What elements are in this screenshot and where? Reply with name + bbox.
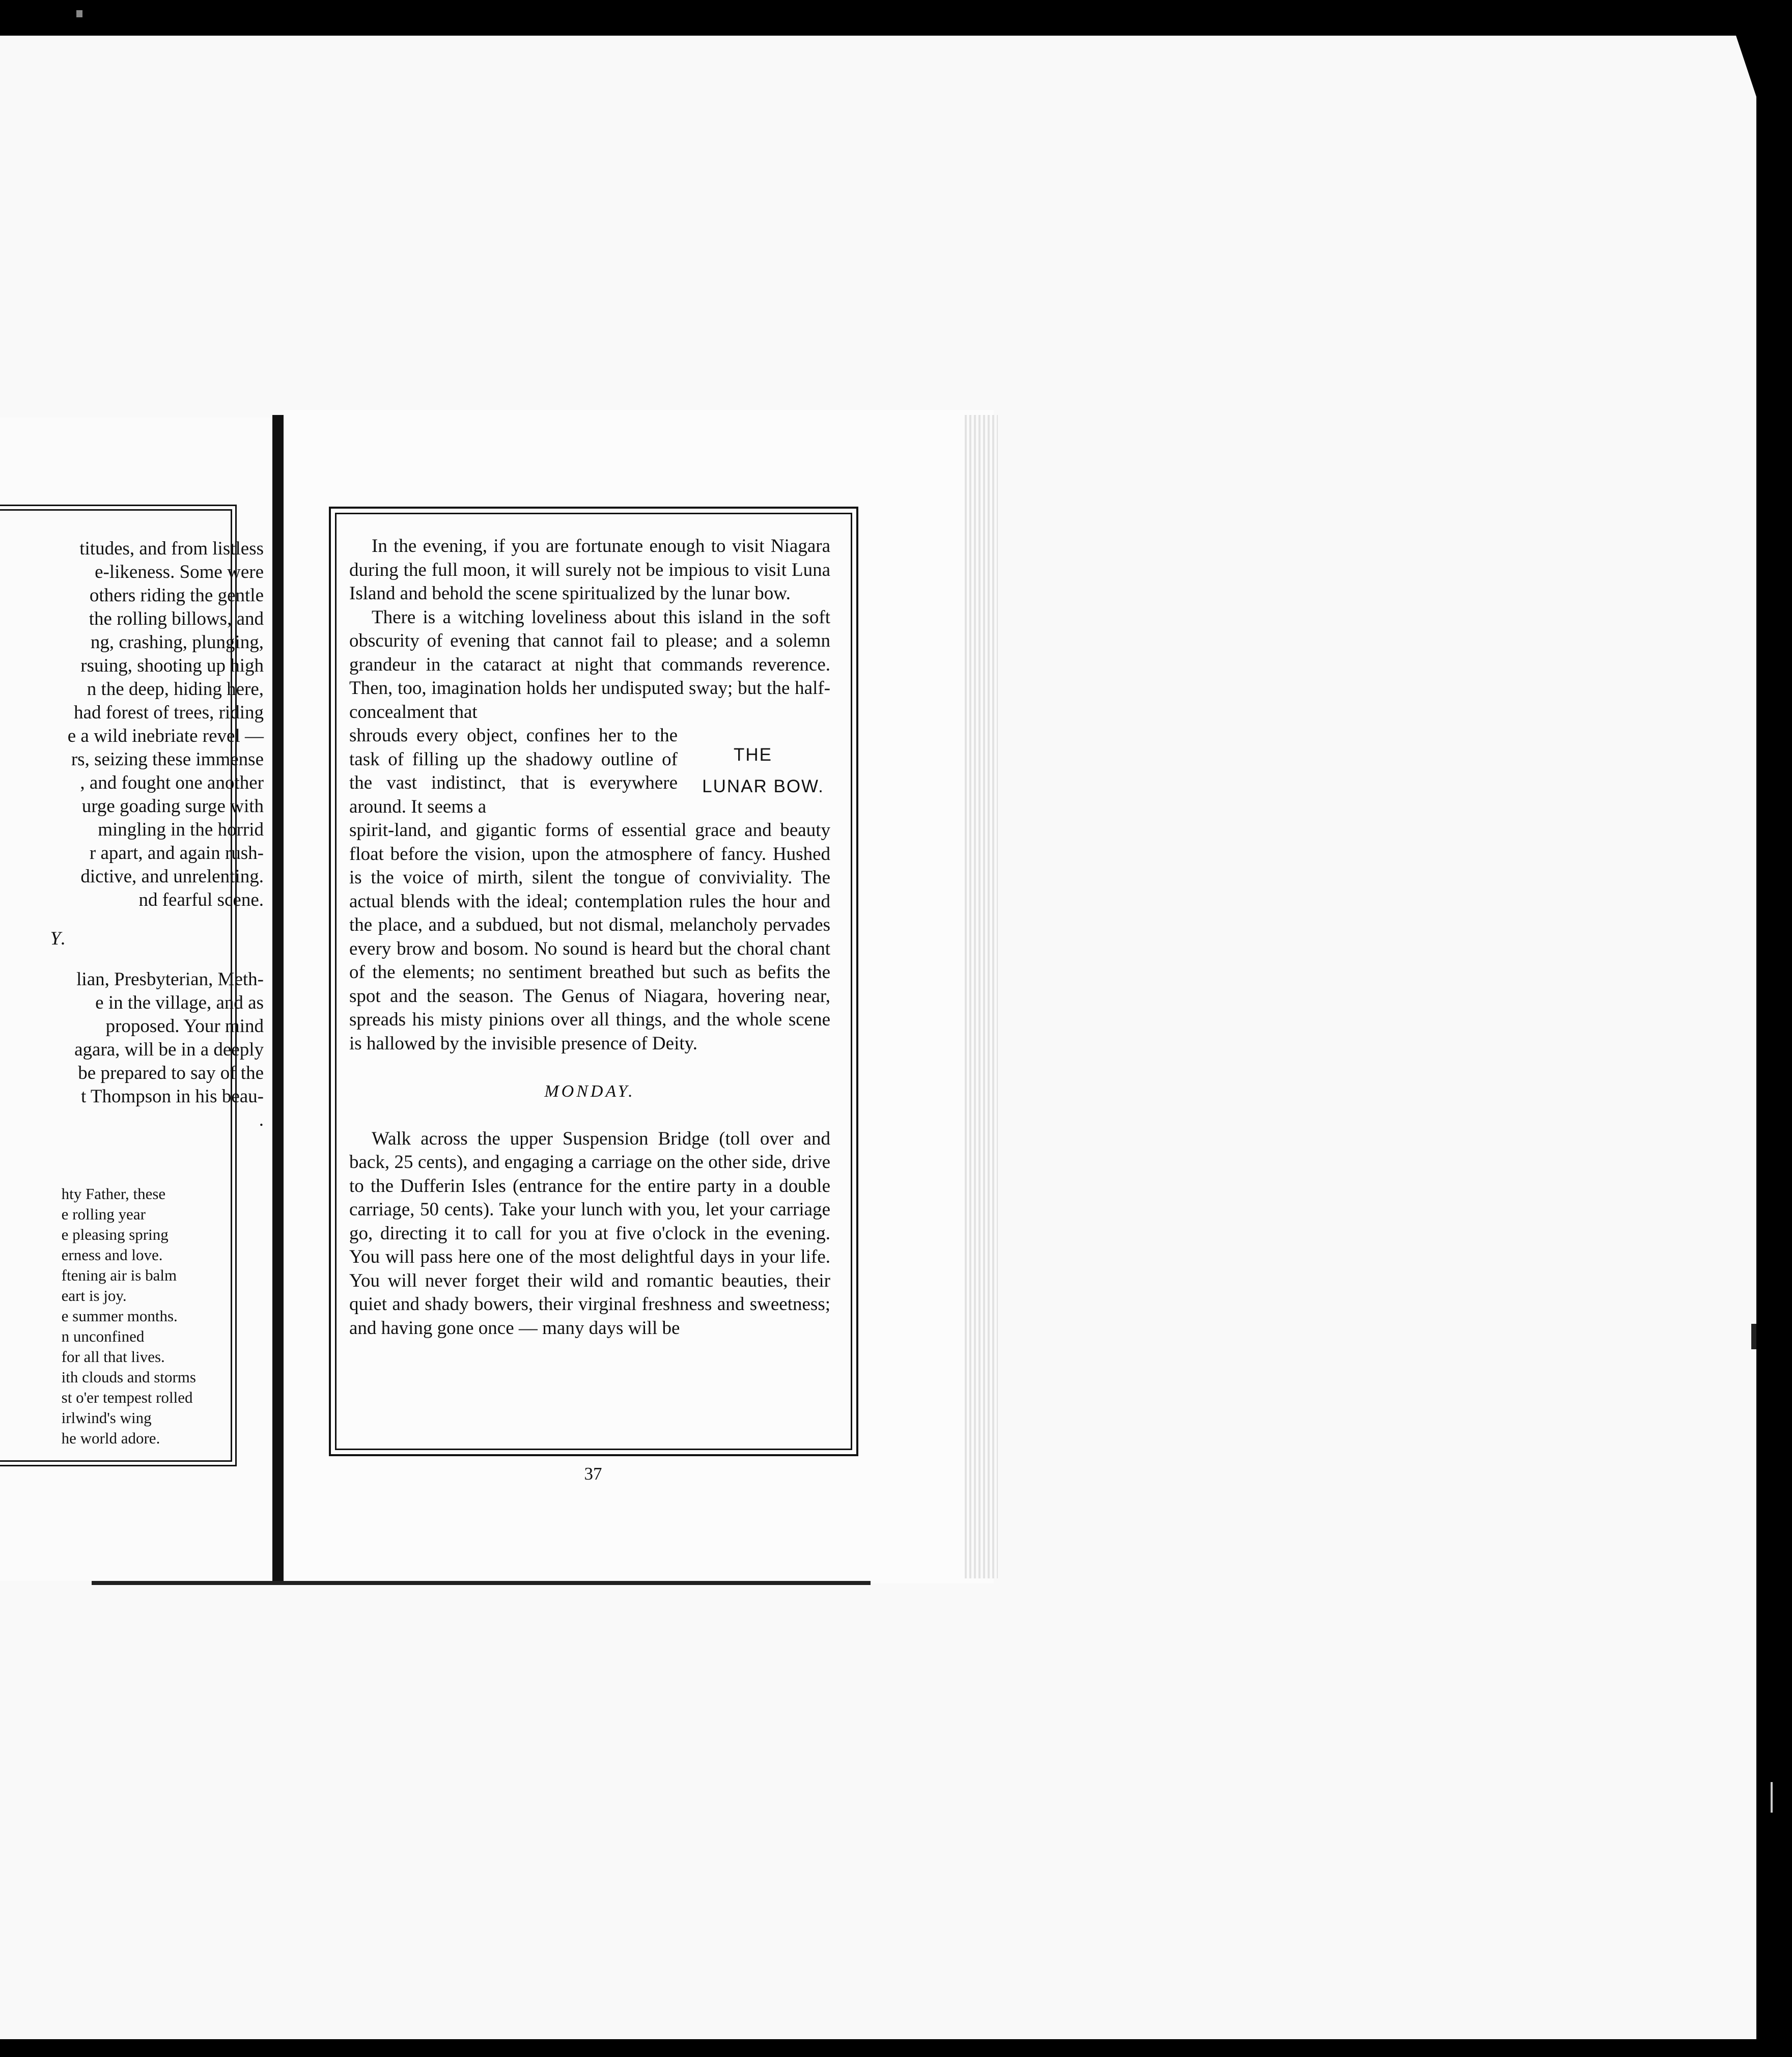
left-page-text [0,537,264,1132]
left-line: dictive, and unrelenting. [80,866,264,887]
left-line: urge goading surge with [81,796,264,817]
left-line: be prepared to say of the [78,1063,264,1083]
poem-line: e pleasing spring [61,1226,169,1243]
left-line: the rolling billows, and [89,608,264,629]
margin-note-line-2: LUNAR BOW. [702,776,824,796]
left-line: e in the village, and as [95,992,264,1013]
left-line: proposed. Your mind [105,1016,264,1037]
scan-speck [1771,1782,1773,1813]
paragraph-evening: In the evening, if you are fortunate enough to visit Niagara during the full moon, it will surely not be impious to visit Luna Island and behold the scene spiritualized by the lunar bow. [349,536,830,604]
page-edges [965,415,998,1578]
left-line: titudes, and from listless [79,538,264,559]
paragraph-monday: Walk across the upper Suspension Bridge (toll over and back, 25 cents), and engaging a carriage on the other side, drive to the Dufferin Isles (entrance for the entire party in a double carriage, 50 cents). Take your lunch with you, let your carriage go, directing it to call for you at five o'clock in the evening. You will pass here one of the most delightful days in your life. You will never forget their wild and romantic beauties, their quiet and shady bowers, their virginal freshness and sweetness; and having gone once — many days will be [349,1128,830,1339]
paragraph-lunar-bow-end: spirit-land, and gigantic forms of essential grace and beauty float before the vision, upon the atmosphere of fancy. Hushed is the voice of mirth, silent the tongue of conviviality. The actual blends with the ideal; contemplation rules the hour and the place, and a subdued, but not dismal, melancholy pervades every brow and bosom. No sound is heard but the choral chant of the elements; no sentiment breathed but such as befits the spot and the season. The Genus of Niagara, hovering near, spreads his misty pinions over all things, and the whole scene is hallowed by the invisible presence of Deity. [349,820,830,1054]
poem-line: st o'er tempest rolled [61,1388,193,1406]
poem-line: he world adore. [61,1429,160,1447]
left-line: nd fearful scene. [138,889,264,910]
poem-line: irlwind's wing [61,1409,152,1427]
left-line: r apart, and again rush- [89,843,264,864]
poem-line: ftening air is balm [61,1266,177,1284]
left-line: had forest of trees, riding [74,702,264,723]
left-line: . [259,1109,264,1130]
poem-line: ith clouds and storms [61,1368,196,1386]
left-line: rsuing, shooting up high [80,655,264,676]
left-line: e a wild inebriate revel — [67,726,264,746]
margin-wrap-block [349,724,830,819]
left-section-heading: Y. [50,928,68,949]
left-line: t Thompson in his beau- [80,1086,264,1107]
left-line: mingling in the horrid [98,819,264,840]
poem-line: hty Father, these [61,1185,166,1203]
poem-line: erness and love. [61,1246,163,1264]
scan-speck [76,10,82,17]
book-spine [272,415,284,1581]
left-line: ng, crashing, plunging, [90,632,264,653]
left-line: lian, Presbyterian, Meth- [76,969,264,990]
paragraph-lunar-bow-start: There is a witching loveliness about this island in the soft obscurity of evening that cannot fail to please; and a solemn grandeur in the cataract at night that commands reverence. Then, too, imagination holds her undisputed sway; but the half-concealment that [349,606,830,722]
left-poem [62,1184,196,1449]
poem-line: n unconfined [61,1327,145,1345]
margin-note-line-1: THE [734,745,772,765]
left-line: others riding the gentle [89,585,264,606]
left-line: agara, will be in a deeply [74,1039,264,1060]
section-heading-monday: MONDAY. [544,1082,635,1101]
page-body [349,535,830,1340]
paragraph-lunar-bow-wrap: shrouds every object, confines her to the task of filling up the shadowy outline of the vast indistinct, that is everywhere around. It seems a [349,725,678,817]
book-bottom-edge [92,1581,871,1585]
poem-line: e rolling year [61,1205,146,1223]
left-line: rs, seizing these immense [71,749,264,770]
page-number: 37 [584,1464,602,1484]
left-line: n the deep, hiding here, [87,679,264,700]
poem-line: for all that lives. [61,1348,165,1366]
left-facing-page [0,418,279,1581]
left-line: , and fought one another [80,772,264,793]
poem-line: eart is joy. [61,1287,127,1304]
left-line: e-likeness. Some were [95,562,264,582]
scan-speck [1751,1324,1756,1349]
poem-line: e summer months. [61,1307,178,1325]
